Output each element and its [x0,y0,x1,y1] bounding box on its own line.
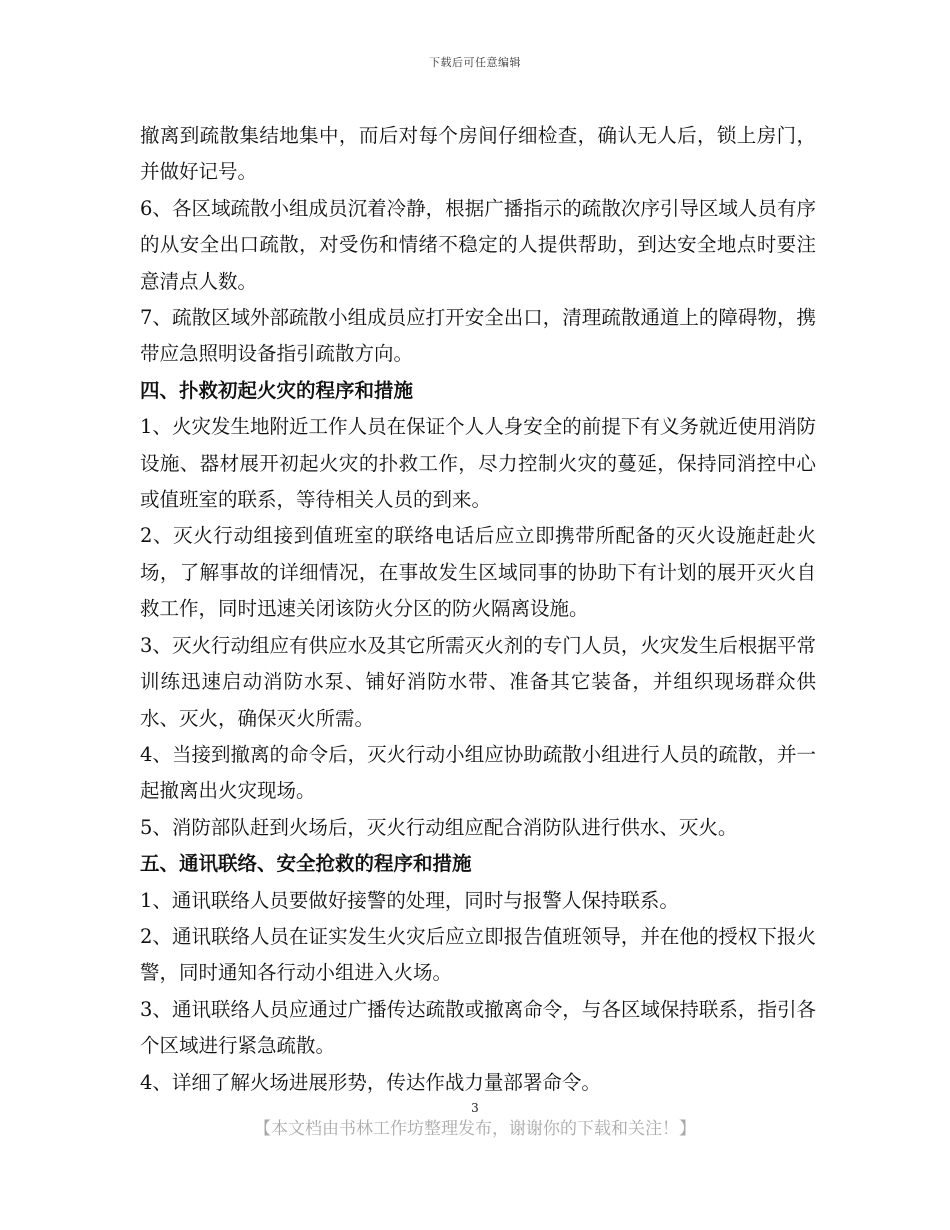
section-heading-5: 五、通讯联络、安全抢救的程序和措施 [140,852,472,876]
page-header: 下载后可任意编辑 [429,56,521,69]
paragraph-continuation: 撤离到疏散集结地集中，而后对每个房间仔细检查，确认无人后，锁上房门，并做好记号。 [140,124,816,184]
paragraph-5-3: 3、通讯联络人员应通过广播传达疏散或撤离命令，与各区域保持联系，指引各个区域进行紧急疏散。 [140,997,816,1058]
paragraph-4-5: 5、消防部队赶到火场后，灭火行动组应配合消防队进行供水、灭火。 [140,815,738,839]
document-body [140,118,816,1101]
paragraph-4-3: 3、灭火行动组应有供应水及其它所需灭火剂的专门人员，火灾发生后根据平常训练迅速启动消防水泵、铺好消防水带、准备其它装备，并组织现场群众供水、灭火，确保灭火所需。 [140,633,816,730]
page-footer: 【本文档由书林工作坊整理发布，谢谢你的下载和关注！】 [254,1119,696,1139]
paragraph-5-1: 1、通讯联络人员要做好接警的处理，同时与报警人保持联系。 [140,888,679,912]
paragraph-item-6: 6、各区域疏散小组成员沉着冷静，根据广播指示的疏散次序引导区域人员有序的从安全出口疏散，对受伤和情绪不稳定的人提供帮助，到达安全地点时要注意清点人数。 [140,196,816,293]
page-number: 3 [471,1101,479,1115]
paragraph-4-1: 1、火灾发生地附近工作人员在保证个人人身安全的前提下有义务就近使用消防设施、器材展开初起火灾的扑救工作，尽力控制火灾的蔓延，保持同消控中心或值班室的联系，等待相关人员的到来。 [140,415,816,512]
paragraph-4-2: 2、灭火行动组接到值班室的联络电话后应立即携带所配备的灭火设施赶赴火场，了解事故的详细情况，在事故发生区域同事的协助下有计划的展开灭火自救工作，同时迅速关闭该防火分区的防火隔离设施。 [140,524,816,621]
section-heading-4: 四、扑救初起火灾的程序和措施 [140,378,414,402]
paragraph-5-2: 2、通讯联络人员在证实发生火灾后应立即报告值班领导，并在他的授权下报火警，同时通知各行动小组进入火场。 [140,924,816,985]
paragraph-item-7: 7、疏散区域外部疏散小组成员应打开安全出口，清理疏散通道上的障碍物，携带应急照明设备指引疏散方向。 [140,306,816,366]
paragraph-4-4: 4、当接到撤离的命令后，灭火行动小组应协助疏散小组进行人员的疏散，并一起撤离出火灾现场。 [140,742,816,803]
paragraph-5-4: 4、详细了解火场进展形势，传达作战力量部署命令。 [140,1070,601,1094]
